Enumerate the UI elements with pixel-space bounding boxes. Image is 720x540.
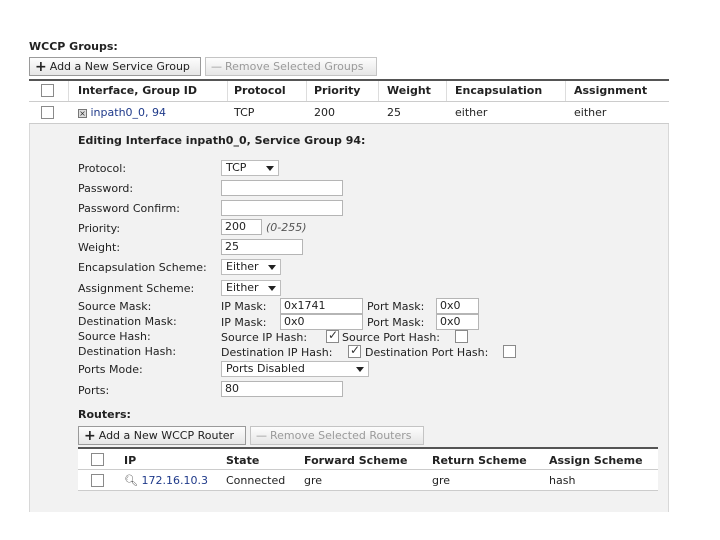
plus-icon: +	[84, 428, 96, 444]
groups-table-top-border	[29, 79, 669, 81]
password-confirm-label: Password Confirm:	[78, 202, 180, 215]
router-assign-scheme: hash	[549, 474, 576, 487]
destination-ip-hash-checkbox[interactable]	[348, 345, 361, 358]
plus-icon: +	[35, 59, 47, 75]
chevron-down-icon	[268, 286, 276, 291]
priority-hint: (0-255)	[266, 221, 307, 234]
source-hash-label: Source Hash:	[78, 330, 151, 343]
col-divider	[378, 81, 379, 101]
remove-selected-routers-button[interactable]	[250, 426, 424, 445]
weight-label: Weight:	[78, 241, 121, 254]
col-priority: Priority	[314, 84, 361, 97]
ports-field[interactable]: 80	[221, 381, 343, 397]
ports-label: Ports:	[78, 384, 110, 397]
router-row-checkbox[interactable]	[91, 474, 104, 487]
source-port-mask-label: Port Mask:	[367, 300, 425, 313]
router-ip-link[interactable]: 172.16.10.3	[141, 474, 208, 487]
remove-selected-routers-label: Remove Selected Routers	[270, 429, 412, 442]
router-ip-cell	[124, 474, 208, 487]
col-protocol: Protocol	[234, 84, 286, 97]
encapsulation-scheme-value: Either	[226, 260, 259, 273]
source-mask-label: Source Mask:	[78, 300, 152, 313]
col-return-scheme: Return Scheme	[432, 454, 527, 467]
password-confirm-field[interactable]	[221, 200, 343, 216]
protocol-label: Protocol:	[78, 162, 127, 175]
priority-label: Priority:	[78, 222, 121, 235]
password-field[interactable]	[221, 180, 343, 196]
minus-icon: —	[256, 429, 267, 442]
col-interface-group: Interface, Group ID	[78, 84, 198, 97]
destination-ip-mask-field[interactable]: 0x0	[280, 314, 363, 330]
col-weight: Weight	[387, 84, 431, 97]
row-weight: 25	[387, 106, 401, 119]
select-all-routers-checkbox[interactable]	[91, 453, 104, 466]
add-service-group-button[interactable]	[29, 57, 201, 76]
priority-field[interactable]: 200	[221, 219, 262, 235]
destination-hash-label: Destination Hash:	[78, 345, 177, 358]
source-ip-hash-checkbox[interactable]	[326, 330, 339, 343]
source-port-mask-field[interactable]: 0x0	[436, 298, 479, 314]
col-divider	[446, 81, 447, 101]
row-priority: 200	[314, 106, 335, 119]
col-divider	[68, 81, 69, 101]
row-encapsulation: either	[455, 106, 488, 119]
chevron-down-icon	[356, 367, 364, 372]
select-all-groups-checkbox[interactable]	[41, 84, 54, 97]
router-forward-scheme: gre	[304, 474, 323, 487]
col-divider	[565, 81, 566, 101]
assignment-scheme-select[interactable]	[221, 280, 281, 296]
destination-port-mask-field[interactable]: 0x0	[436, 314, 479, 330]
col-ip: IP	[124, 454, 137, 467]
router-return-scheme: gre	[432, 474, 451, 487]
collapse-icon[interactable]: ×	[79, 109, 86, 118]
routers-title: Routers:	[78, 408, 131, 421]
protocol-value: TCP	[226, 161, 247, 174]
row-protocol: TCP	[234, 106, 255, 119]
password-label: Password:	[78, 182, 134, 195]
destination-mask-label: Destination Mask:	[78, 315, 177, 328]
add-wccp-router-button[interactable]	[78, 426, 246, 445]
magnifier-icon[interactable]: 🔍︎	[124, 474, 138, 487]
wccp-groups-title: WCCP Groups:	[29, 40, 118, 53]
destination-port-mask-label: Port Mask:	[367, 316, 425, 329]
col-assign-scheme: Assign Scheme	[549, 454, 643, 467]
protocol-select[interactable]	[221, 160, 279, 176]
destination-port-hash-label: Destination Port Hash:	[365, 346, 489, 359]
add-wccp-router-label: Add a New WCCP Router	[98, 429, 235, 442]
remove-selected-groups-button[interactable]	[205, 57, 377, 76]
add-service-group-label: Add a New Service Group	[49, 60, 190, 73]
col-encapsulation: Encapsulation	[455, 84, 543, 97]
interface-group-link[interactable]: inpath0_0, 94	[90, 106, 167, 119]
ports-mode-label: Ports Mode:	[78, 363, 143, 376]
col-forward-scheme: Forward Scheme	[304, 454, 408, 467]
row-interface-cell	[78, 106, 166, 119]
destination-port-hash-checkbox[interactable]	[503, 345, 516, 358]
col-assignment: Assignment	[574, 84, 648, 97]
ports-mode-value: Ports Disabled	[226, 362, 305, 375]
destination-ip-mask-label: IP Mask:	[221, 316, 267, 329]
assignment-scheme-label: Assignment Scheme:	[78, 282, 195, 295]
router-state: Connected	[226, 474, 286, 487]
row-separator	[29, 101, 669, 102]
edit-heading: Editing Interface inpath0_0, Service Group 94:	[78, 134, 366, 147]
source-ip-mask-label: IP Mask:	[221, 300, 267, 313]
encapsulation-scheme-select[interactable]	[221, 259, 281, 275]
col-divider	[227, 81, 228, 101]
source-port-hash-label: Source Port Hash:	[342, 331, 441, 344]
remove-selected-groups-label: Remove Selected Groups	[225, 60, 364, 73]
minus-icon: —	[211, 60, 222, 73]
destination-ip-hash-label: Destination IP Hash:	[221, 346, 333, 359]
weight-field[interactable]: 25	[221, 239, 303, 255]
encapsulation-scheme-label: Encapsulation Scheme:	[78, 261, 207, 274]
source-ip-hash-label: Source IP Hash:	[221, 331, 308, 344]
source-port-hash-checkbox[interactable]	[455, 330, 468, 343]
row-assignment: either	[574, 106, 607, 119]
assignment-scheme-value: Either	[226, 281, 259, 294]
ports-mode-select[interactable]	[221, 361, 369, 377]
source-ip-mask-field[interactable]: 0x1741	[280, 298, 363, 314]
chevron-down-icon	[266, 166, 274, 171]
row-select-checkbox[interactable]	[41, 106, 54, 119]
col-divider	[306, 81, 307, 101]
chevron-down-icon	[268, 265, 276, 270]
col-state: State	[226, 454, 260, 467]
